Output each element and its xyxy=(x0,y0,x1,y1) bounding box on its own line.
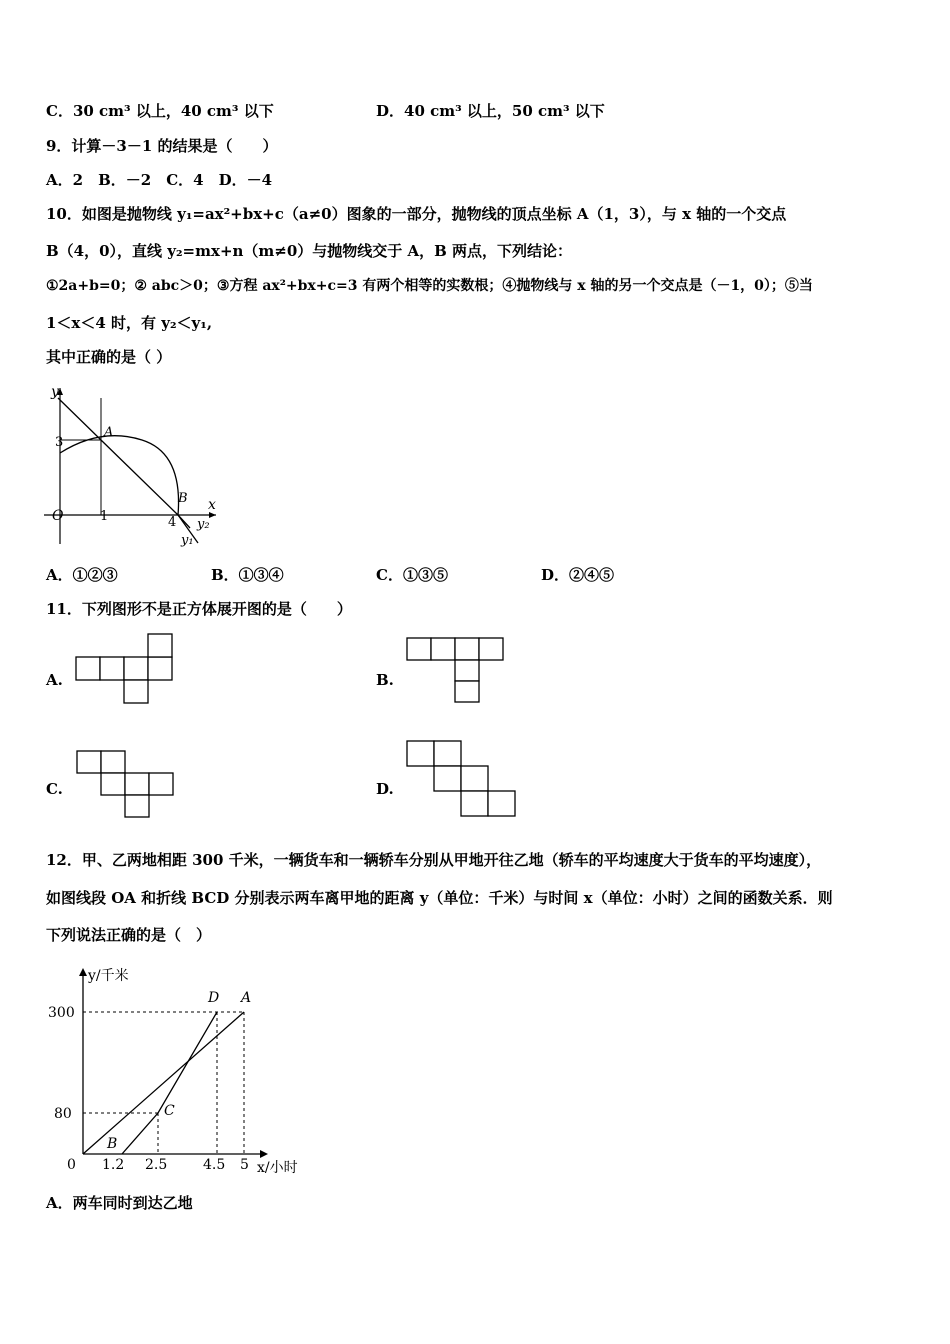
q10-option-d: D．②④⑤ xyxy=(541,566,615,584)
q10-option-b: B．①③④ xyxy=(211,566,284,584)
y-axis-arrow xyxy=(79,968,87,976)
tick-4: 4 xyxy=(168,515,177,530)
x-axis-arrow xyxy=(260,1150,268,1158)
label-y1: y₁ xyxy=(181,533,194,548)
q11-net-a xyxy=(76,633,176,705)
point-a: A xyxy=(241,990,252,1006)
q8-option-d: D．40 cm³ 以上，50 cm³ 以下 xyxy=(376,102,605,120)
q11-net-b xyxy=(406,637,506,705)
origin-label: O xyxy=(52,508,64,524)
q10-line-2: B（4，0），直线 y₂=mx+n（m≠0）与抛物线交于 A，B 两点，下列结论： xyxy=(46,242,573,260)
q12-line-2: 如图线段 OA 和折线 BCD 分别表示两车离甲地的距离 y（单位：千米）与时间 x（单位：小时）之间的函数关系．则 xyxy=(46,889,833,907)
q11-option-a-label: A. xyxy=(46,671,63,689)
y-axis-label: y xyxy=(51,384,59,400)
tick-80: 80 xyxy=(54,1106,72,1122)
q11-option-d-label: D. xyxy=(376,780,394,798)
tick-1.2: 1.2 xyxy=(102,1157,125,1173)
q10-line-1: 10．如图是抛物线 y₁=ax²+bx+c（a≠0）图象的一部分，抛物线的顶点坐标 A（1，3），与 x 轴的一个交点 xyxy=(46,205,787,223)
y-axis-label: y/千米 xyxy=(88,968,129,984)
q12-distance-time-figure xyxy=(44,962,314,1177)
point-c: C xyxy=(164,1103,175,1119)
label-y2: y₂ xyxy=(197,517,210,532)
q12-line-1: 12．甲、乙两地相距 300 千米，一辆货车和一辆轿车分别从甲地开往乙地（轿车的平均速度大于货车的平均速度）， xyxy=(46,851,822,869)
q10-option-c: C．①③⑤ xyxy=(376,566,448,584)
q10-option-a: A．①②③ xyxy=(46,566,118,584)
q9-stem: 9．计算－3－1 的结果是（ ） xyxy=(46,137,278,155)
q11-net-c xyxy=(76,750,176,822)
point-d: D xyxy=(208,990,220,1006)
tick-300: 300 xyxy=(48,1005,75,1021)
q11-option-b-label: B. xyxy=(376,671,394,689)
point-b: B xyxy=(107,1136,118,1152)
q12-line-3: 下列说法正确的是（ ） xyxy=(46,926,212,944)
point-a: A xyxy=(104,425,114,440)
parabola-y1 xyxy=(60,436,198,543)
q10-line-3: ①2a+b=0；② abc＞0；③方程 ax²+bx+c=3 有两个相等的实数根；④抛物线与 x 轴的另一个交点是（－1，0）；⑤当 xyxy=(46,278,813,294)
q12-option-a: A．两车同时到达乙地 xyxy=(46,1194,193,1212)
q10-parabola-figure xyxy=(40,378,230,550)
tick-2.5: 2.5 xyxy=(145,1157,168,1173)
q11-net-d xyxy=(406,740,522,820)
tick-1: 1 xyxy=(100,509,109,524)
q10-line-5: 其中正确的是（ ） xyxy=(46,348,172,366)
x-axis-label: x/小时 xyxy=(257,1160,298,1176)
polyline-bcd xyxy=(122,1012,217,1154)
q11-stem: 11．下列图形不是正方体展开图的是（ ） xyxy=(46,600,352,618)
tick-5: 5 xyxy=(240,1157,249,1173)
point-b: B xyxy=(178,491,188,506)
x-axis-label: x xyxy=(208,497,216,513)
tick-3: 3 xyxy=(55,435,64,450)
origin-label: 0 xyxy=(67,1157,76,1173)
q11-option-c-label: C. xyxy=(46,780,63,798)
segment-oa xyxy=(83,1012,244,1154)
q9-options: A．2 B．－2 C．4 D．－4 xyxy=(46,171,273,189)
q8-option-c: C．30 cm³ 以上，40 cm³ 以下 xyxy=(46,102,274,120)
q10-line-4: 1＜x＜4 时，有 y₂＜y₁, xyxy=(46,314,213,332)
tick-4.5: 4.5 xyxy=(203,1157,226,1173)
